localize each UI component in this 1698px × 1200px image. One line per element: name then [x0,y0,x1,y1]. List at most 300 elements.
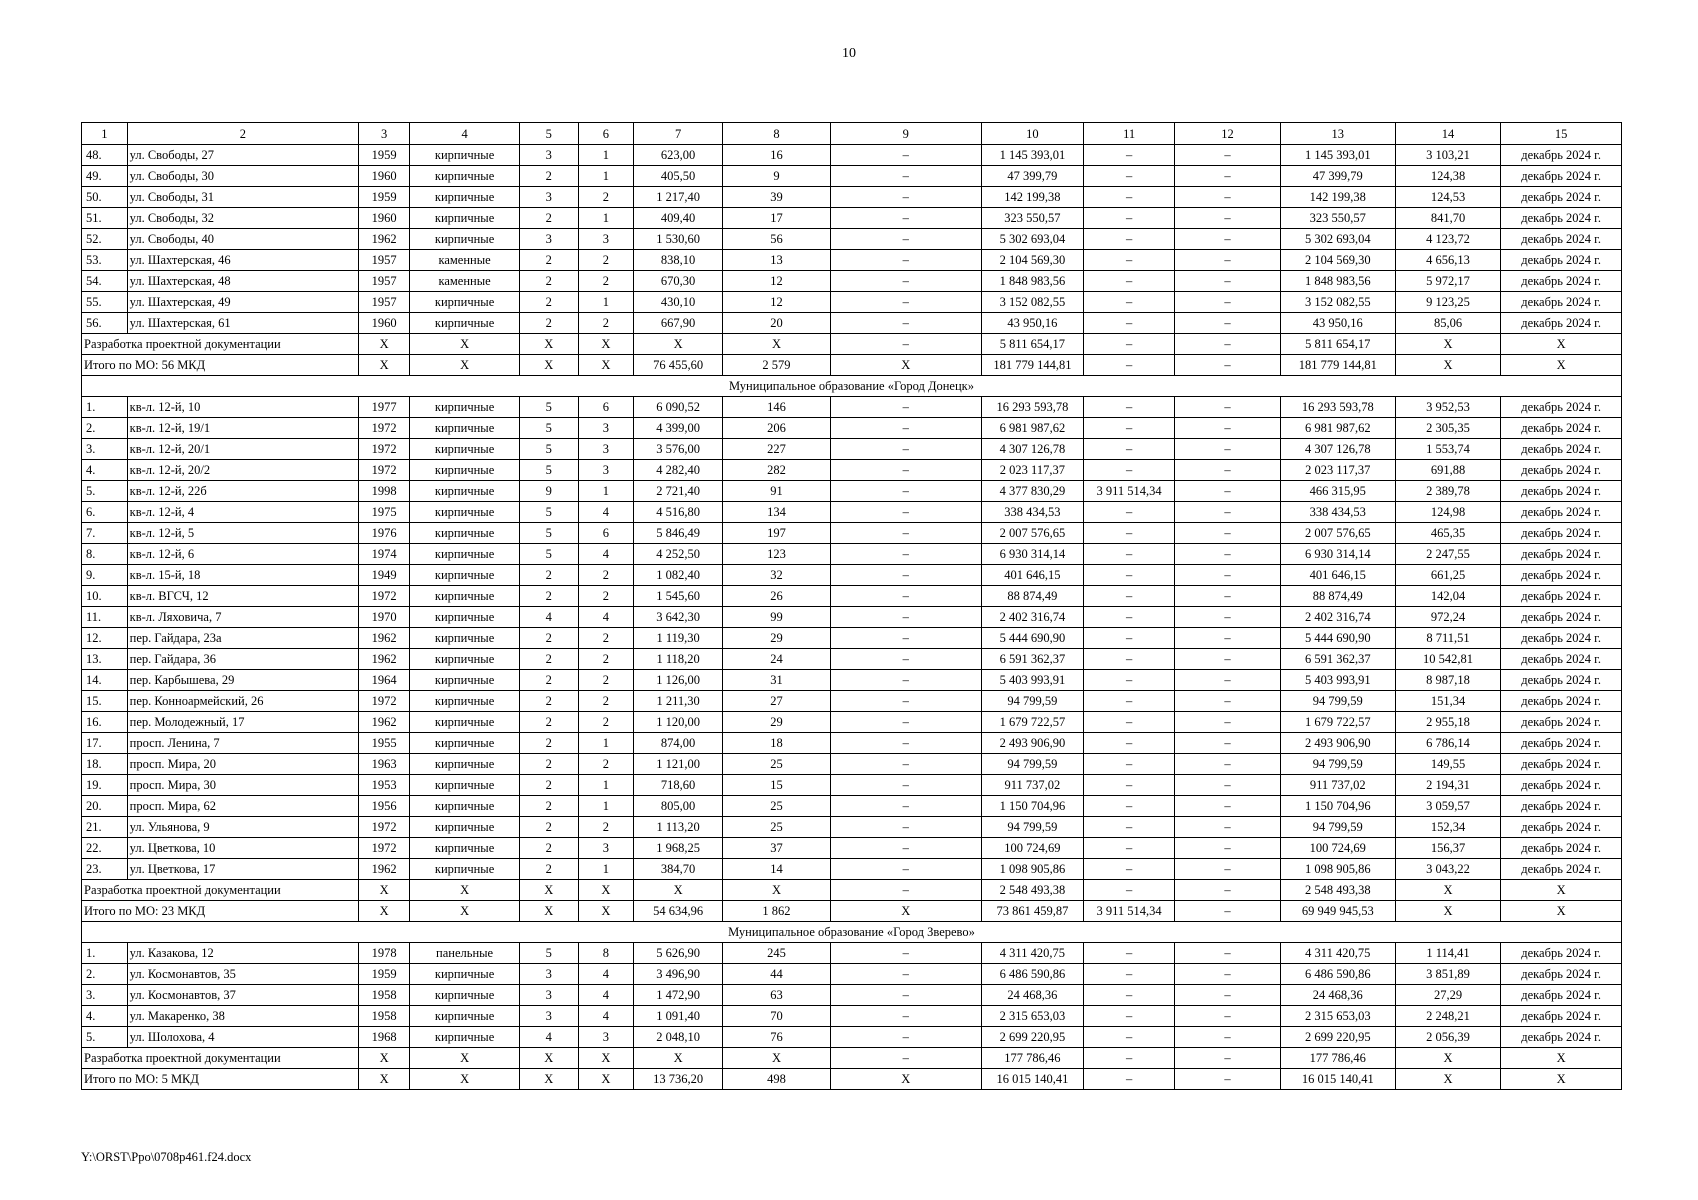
col9-cell: – [830,691,981,712]
table-row [82,733,1622,754]
col11-cell: – [1083,418,1174,439]
col13-cell: 338 434,53 [1280,502,1395,523]
residents-cell: 31 [723,670,831,691]
table-row [82,523,1622,544]
col13-cell: 2 104 569,30 [1280,250,1395,271]
area-cell: 1 211,30 [634,691,723,712]
deadline-cell: декабрь 2024 г. [1501,796,1622,817]
row-number-cell: 13. [82,649,128,670]
column-number-3: 3 [359,123,410,145]
year-cell: 1960 [359,166,410,187]
specific-cost-cell: 1 553,74 [1395,439,1500,460]
col11-cell: – [1083,1069,1174,1090]
row-number-cell: 49. [82,166,128,187]
residents-cell: 91 [723,481,831,502]
col12-cell: – [1175,355,1280,376]
col9-cell: – [830,334,981,355]
address-cell: просп. Мира, 30 [127,775,358,796]
table-row [82,313,1622,334]
entrances-cell: 2 [578,628,633,649]
address-cell: кв-л. 12-й, 22б [127,481,358,502]
total-cost-cell: 5 403 993,91 [981,670,1083,691]
col12-cell: – [1175,1048,1280,1069]
row-number-cell: 17. [82,733,128,754]
row-number-cell: 10. [82,586,128,607]
total-cost-cell: 100 724,69 [981,838,1083,859]
entrances-cell: X [578,880,633,901]
year-cell: 1959 [359,187,410,208]
table-row [82,481,1622,502]
section-header-row [82,376,1622,397]
floors-cell: 2 [519,796,578,817]
floors-cell: 2 [519,733,578,754]
row-number-cell: 23. [82,859,128,880]
residents-cell: 14 [723,859,831,880]
address-cell: пер. Карбышева, 29 [127,670,358,691]
entrances-cell: X [578,1069,633,1090]
year-cell: 1949 [359,565,410,586]
year-cell: 1972 [359,586,410,607]
row-number-cell: 54. [82,271,128,292]
col9-cell: – [830,775,981,796]
row-number-cell: 55. [82,292,128,313]
col12-cell: – [1175,523,1280,544]
residents-cell: 282 [723,460,831,481]
deadline-cell: декабрь 2024 г. [1501,859,1622,880]
col11-cell: – [1083,166,1174,187]
column-number-5: 5 [519,123,578,145]
table-row [82,187,1622,208]
floors-cell: X [519,901,578,922]
material-cell: кирпичные [410,859,520,880]
address-cell: ул. Ульянова, 9 [127,817,358,838]
address-cell: кв-л. 12-й, 10 [127,397,358,418]
area-cell: 623,00 [634,145,723,166]
residents-cell: 70 [723,1006,831,1027]
specific-cost-cell: 5 972,17 [1395,271,1500,292]
entrances-cell: 3 [578,1027,633,1048]
address-cell: пер. Конноармейский, 26 [127,691,358,712]
specific-cost-cell: 3 043,22 [1395,859,1500,880]
area-cell: 5 626,90 [634,943,723,964]
total-cost-cell: 2 493 906,90 [981,733,1083,754]
total-cost-cell: 2 548 493,38 [981,880,1083,901]
area-cell: X [634,1048,723,1069]
col13-cell: 4 311 420,75 [1280,943,1395,964]
column-number-14: 14 [1395,123,1500,145]
total-cost-cell: 1 098 905,86 [981,859,1083,880]
residents-cell: 12 [723,271,831,292]
residents-cell: 13 [723,250,831,271]
table-row [82,691,1622,712]
summary-row [82,1048,1622,1069]
deadline-cell: декабрь 2024 г. [1501,649,1622,670]
col9-cell: – [830,292,981,313]
entrances-cell: 2 [578,817,633,838]
col12-cell: – [1175,145,1280,166]
col11-cell: – [1083,859,1174,880]
area-cell: 1 113,20 [634,817,723,838]
entrances-cell: 8 [578,943,633,964]
entrances-cell: 2 [578,670,633,691]
entrances-cell: 1 [578,796,633,817]
specific-cost-cell: 124,53 [1395,187,1500,208]
col11-cell: 3 911 514,34 [1083,481,1174,502]
col9-cell: – [830,1006,981,1027]
col9-cell: – [830,481,981,502]
area-cell: 1 217,40 [634,187,723,208]
address-cell: ул. Шахтерская, 46 [127,250,358,271]
table-row [82,817,1622,838]
residents-cell: 17 [723,208,831,229]
material-cell: каменные [410,271,520,292]
col11-cell: – [1083,439,1174,460]
material-cell: панельные [410,943,520,964]
specific-cost-cell: 27,29 [1395,985,1500,1006]
table-row [82,985,1622,1006]
address-cell: ул. Шолохова, 4 [127,1027,358,1048]
deadline-cell: декабрь 2024 г. [1501,229,1622,250]
col9-cell: – [830,586,981,607]
area-cell: 4 516,80 [634,502,723,523]
table-row [82,460,1622,481]
col9-cell: – [830,166,981,187]
specific-cost-cell: 142,04 [1395,586,1500,607]
col9-cell: – [830,754,981,775]
area-cell: 6 090,52 [634,397,723,418]
summary-label: Итого по МО: 56 МКД [82,355,359,376]
row-number-cell: 21. [82,817,128,838]
col13-cell: 94 799,59 [1280,754,1395,775]
floors-cell: 5 [519,544,578,565]
residents-cell: 134 [723,502,831,523]
col13-cell: 100 724,69 [1280,838,1395,859]
year-cell: 1972 [359,691,410,712]
address-cell: ул. Макаренко, 38 [127,1006,358,1027]
deadline-cell: декабрь 2024 г. [1501,712,1622,733]
summary-label: Итого по МО: 5 МКД [82,1069,359,1090]
col13-cell: 5 444 690,90 [1280,628,1395,649]
col11-cell: – [1083,880,1174,901]
col9-cell: – [830,460,981,481]
total-cost-cell: 43 950,16 [981,313,1083,334]
material-cell: кирпичные [410,166,520,187]
table-row [82,628,1622,649]
col13-cell: 88 874,49 [1280,586,1395,607]
program-table [81,122,1622,1090]
col11-cell: – [1083,208,1174,229]
floors-cell: 2 [519,250,578,271]
address-cell: просп. Мира, 20 [127,754,358,775]
total-cost-cell: 4 311 420,75 [981,943,1083,964]
table-row [82,166,1622,187]
row-number-cell: 1. [82,397,128,418]
address-cell: кв-л. Ляховича, 7 [127,607,358,628]
col12-cell: – [1175,838,1280,859]
floors-cell: X [519,1069,578,1090]
row-number-cell: 51. [82,208,128,229]
deadline-cell: декабрь 2024 г. [1501,607,1622,628]
col9-cell: – [830,544,981,565]
col12-cell: – [1175,1027,1280,1048]
col13-cell: 2 023 117,37 [1280,460,1395,481]
deadline-cell: декабрь 2024 г. [1501,439,1622,460]
entrances-cell: 3 [578,418,633,439]
col13-cell: 43 950,16 [1280,313,1395,334]
floors-cell: 3 [519,1006,578,1027]
entrances-cell: 1 [578,166,633,187]
floors-cell: 2 [519,775,578,796]
col11-cell: – [1083,586,1174,607]
table-row [82,1006,1622,1027]
residents-cell: 15 [723,775,831,796]
floors-cell: 4 [519,1027,578,1048]
col11-cell: – [1083,565,1174,586]
floors-cell: 2 [519,649,578,670]
floors-cell: 3 [519,964,578,985]
table-row [82,712,1622,733]
col9-cell: – [830,1027,981,1048]
material-cell: X [410,334,520,355]
deadline-cell: декабрь 2024 г. [1501,817,1622,838]
col9-cell: – [830,649,981,670]
year-cell: 1953 [359,775,410,796]
deadline-cell: декабрь 2024 г. [1501,754,1622,775]
col11-cell: – [1083,292,1174,313]
residents-cell: 2 579 [723,355,831,376]
floors-cell: 5 [519,397,578,418]
specific-cost-cell: 10 542,81 [1395,649,1500,670]
specific-cost-cell: 6 786,14 [1395,733,1500,754]
col9-cell: – [830,208,981,229]
total-cost-cell: 1 848 983,56 [981,271,1083,292]
col11-cell: – [1083,1006,1174,1027]
residents-cell: 37 [723,838,831,859]
col11-cell: – [1083,1048,1174,1069]
year-cell: X [359,334,410,355]
col13-cell: 1 679 722,57 [1280,712,1395,733]
row-number-cell: 7. [82,523,128,544]
col11-cell: – [1083,1027,1174,1048]
area-cell: 1 082,40 [634,565,723,586]
deadline-cell: X [1501,1069,1622,1090]
table-row [82,208,1622,229]
material-cell: кирпичные [410,985,520,1006]
residents-cell: 24 [723,649,831,670]
row-number-cell: 18. [82,754,128,775]
column-number-6: 6 [578,123,633,145]
col11-cell: – [1083,523,1174,544]
material-cell: каменные [410,250,520,271]
col12-cell: – [1175,313,1280,334]
col9-cell: – [830,565,981,586]
col12-cell: – [1175,670,1280,691]
specific-cost-cell: 3 952,53 [1395,397,1500,418]
col12-cell: – [1175,649,1280,670]
specific-cost-cell: 2 194,31 [1395,775,1500,796]
entrances-cell: 6 [578,397,633,418]
entrances-cell: 2 [578,754,633,775]
col12-cell: – [1175,460,1280,481]
year-cell: 1974 [359,544,410,565]
row-number-cell: 3. [82,985,128,1006]
summary-label: Разработка проектной документации [82,1048,359,1069]
specific-cost-cell: 3 103,21 [1395,145,1500,166]
entrances-cell: 2 [578,691,633,712]
col9-cell: – [830,733,981,754]
col11-cell: – [1083,334,1174,355]
residents-cell: 56 [723,229,831,250]
entrances-cell: 4 [578,544,633,565]
row-number-cell: 8. [82,544,128,565]
year-cell: 1972 [359,418,410,439]
col9-cell: – [830,817,981,838]
area-cell: 5 846,49 [634,523,723,544]
material-cell: кирпичные [410,544,520,565]
specific-cost-cell: 124,98 [1395,502,1500,523]
row-number-cell: 2. [82,964,128,985]
year-cell: 1976 [359,523,410,544]
year-cell: 1964 [359,670,410,691]
specific-cost-cell: 465,35 [1395,523,1500,544]
row-number-cell: 4. [82,1006,128,1027]
specific-cost-cell: 661,25 [1395,565,1500,586]
total-cost-cell: 94 799,59 [981,817,1083,838]
table-row [82,1027,1622,1048]
residents-cell: 29 [723,628,831,649]
total-cost-cell: 47 399,79 [981,166,1083,187]
row-number-cell: 20. [82,796,128,817]
deadline-cell: декабрь 2024 г. [1501,565,1622,586]
floors-cell: 2 [519,628,578,649]
entrances-cell: 4 [578,985,633,1006]
deadline-cell: декабрь 2024 г. [1501,586,1622,607]
col13-cell: 69 949 945,53 [1280,901,1395,922]
specific-cost-cell: X [1395,334,1500,355]
col11-cell: – [1083,838,1174,859]
deadline-cell: декабрь 2024 г. [1501,397,1622,418]
col11-cell: – [1083,817,1174,838]
table-row [82,943,1622,964]
col9-cell: – [830,628,981,649]
col11-cell: – [1083,964,1174,985]
entrances-cell: 1 [578,775,633,796]
entrances-cell: 1 [578,292,633,313]
col11-cell: 3 911 514,34 [1083,901,1174,922]
col11-cell: – [1083,145,1174,166]
col9-cell: – [830,712,981,733]
table-row [82,439,1622,460]
col12-cell: – [1175,775,1280,796]
col9-cell: X [830,901,981,922]
residents-cell: 20 [723,313,831,334]
floors-cell: 2 [519,670,578,691]
residents-cell: 99 [723,607,831,628]
row-number-cell: 50. [82,187,128,208]
col13-cell: 401 646,15 [1280,565,1395,586]
col11-cell: – [1083,712,1174,733]
residents-cell: 44 [723,964,831,985]
col12-cell: – [1175,439,1280,460]
col13-cell: 6 930 314,14 [1280,544,1395,565]
entrances-cell: 2 [578,187,633,208]
entrances-cell: 1 [578,481,633,502]
col12-cell: – [1175,502,1280,523]
col12-cell: – [1175,481,1280,502]
year-cell: X [359,901,410,922]
floors-cell: 9 [519,481,578,502]
deadline-cell: декабрь 2024 г. [1501,985,1622,1006]
col13-cell: 177 786,46 [1280,1048,1395,1069]
entrances-cell: 2 [578,313,633,334]
summary-row [82,880,1622,901]
entrances-cell: 1 [578,859,633,880]
entrances-cell: 1 [578,733,633,754]
col12-cell: – [1175,565,1280,586]
page-number: 10 [842,46,856,61]
column-number-10: 10 [981,123,1083,145]
col9-cell: – [830,145,981,166]
year-cell: X [359,880,410,901]
row-number-cell: 16. [82,712,128,733]
col9-cell: – [830,964,981,985]
specific-cost-cell: 691,88 [1395,460,1500,481]
total-cost-cell: 323 550,57 [981,208,1083,229]
col11-cell: – [1083,355,1174,376]
floors-cell: 2 [519,313,578,334]
row-number-cell: 9. [82,565,128,586]
floors-cell: 5 [519,523,578,544]
row-number-cell: 52. [82,229,128,250]
summary-row [82,355,1622,376]
specific-cost-cell: 124,38 [1395,166,1500,187]
total-cost-cell: 338 434,53 [981,502,1083,523]
total-cost-cell: 6 486 590,86 [981,964,1083,985]
floors-cell: X [519,334,578,355]
entrances-cell: X [578,1048,633,1069]
area-cell: 384,70 [634,859,723,880]
material-cell: кирпичные [410,565,520,586]
material-cell: кирпичные [410,481,520,502]
col9-cell: – [830,1048,981,1069]
col9-cell: – [830,313,981,334]
deadline-cell: X [1501,1048,1622,1069]
column-number-13: 13 [1280,123,1395,145]
entrances-cell: 2 [578,565,633,586]
total-cost-cell: 2 699 220,95 [981,1027,1083,1048]
area-cell: 667,90 [634,313,723,334]
floors-cell: 2 [519,586,578,607]
floors-cell: 2 [519,208,578,229]
row-number-cell: 19. [82,775,128,796]
specific-cost-cell: X [1395,1048,1500,1069]
row-number-cell: 14. [82,670,128,691]
address-cell: кв-л. 12-й, 6 [127,544,358,565]
col11-cell: – [1083,733,1174,754]
deadline-cell: декабрь 2024 г. [1501,145,1622,166]
col12-cell: – [1175,817,1280,838]
col12-cell: – [1175,544,1280,565]
material-cell: кирпичные [410,670,520,691]
col13-cell: 94 799,59 [1280,691,1395,712]
summary-row [82,901,1622,922]
material-cell: кирпичные [410,649,520,670]
col12-cell: – [1175,754,1280,775]
year-cell: 1978 [359,943,410,964]
col13-cell: 466 315,95 [1280,481,1395,502]
column-number-12: 12 [1175,123,1280,145]
col11-cell: – [1083,649,1174,670]
